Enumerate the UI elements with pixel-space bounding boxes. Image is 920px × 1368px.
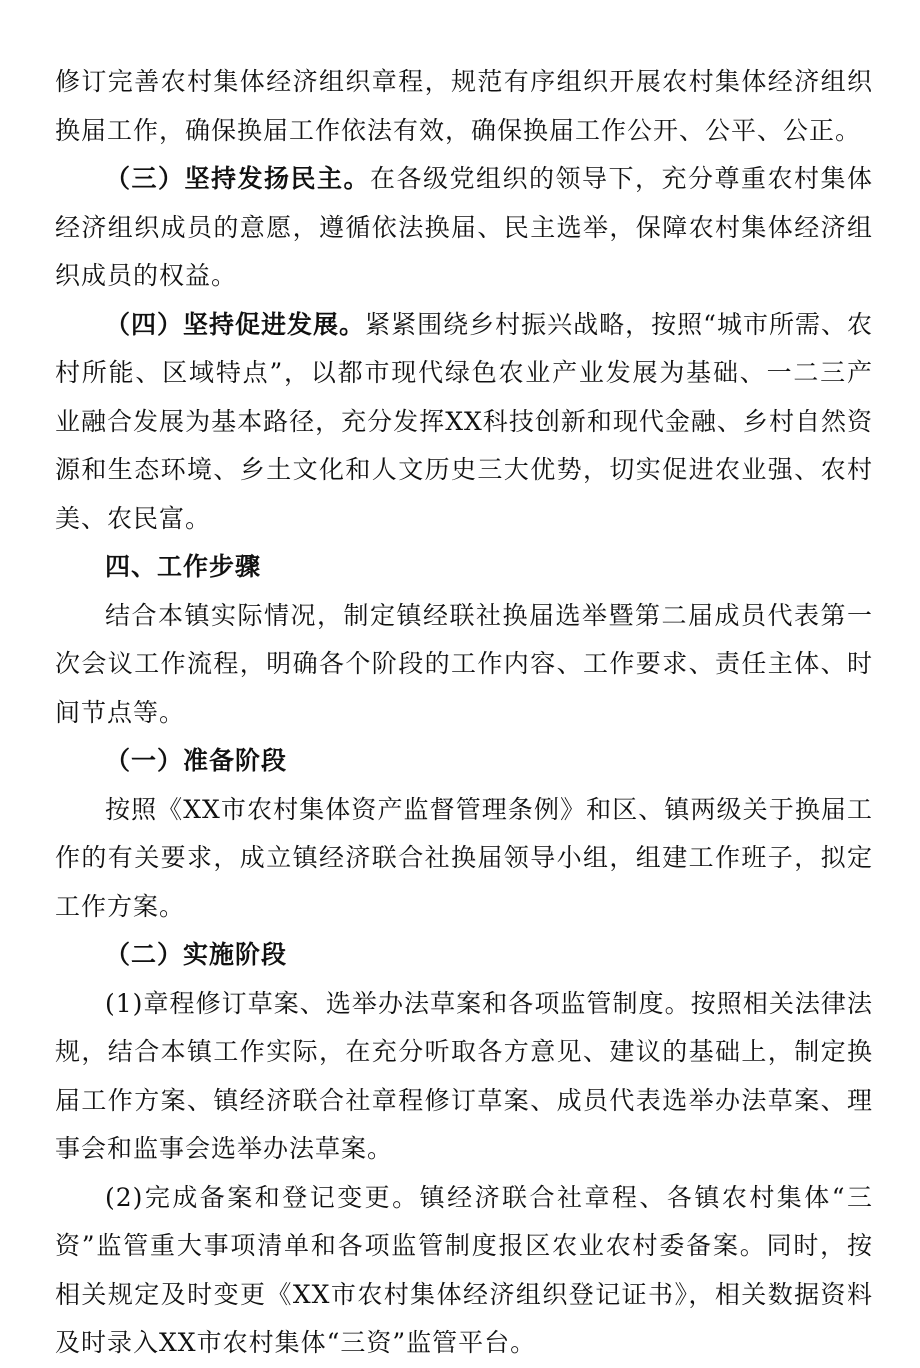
heading-promote-democracy: （三）坚持发扬民主。 bbox=[105, 164, 370, 193]
paragraph-implementation-2: (2)完成备案和登记变更。镇经济联合社章程、各镇农村集体“三资”监管重大事项清单和各项监管制度报区农业农村委备案。同时，按相关规定及时变更《XX市农村集体经济组织登记证书》，相关数据资料及时录入XX市农村集体“三资”监管平台。 bbox=[55, 1182, 873, 1357]
paragraph-promote-democracy-body: 在各级党组织的领导下，充分尊重农村集体经济组织成员的意愿，遵循依法换届、民主选举，保障农村集体经济组织成员的权益。 bbox=[55, 164, 873, 290]
paragraph-promote-development bbox=[55, 301, 873, 544]
paragraph-work-process: 结合本镇实际情况，制定镇经联社换届选举暨第二届成员代表第一次会议工作流程，明确各个阶段的工作内容、工作要求、责任主体、时间节点等。 bbox=[55, 600, 873, 727]
paragraph-promote-democracy bbox=[55, 155, 873, 301]
subheading-preparation-stage: （一）准备阶段 bbox=[105, 746, 288, 775]
document-page bbox=[55, 58, 873, 1368]
paragraph-promote-development-body: 紧紧围绕乡村振兴战略，按照“城市所需、农村所能、区域特点”，以都市现代绿色农业产业发展为基础、一二三产业融合发展为基本路径，充分发挥XX科技创新和现代金融、乡村自然资源和生态环境、乡土文化和人文历史三大优势，切实促进农业强、农村美、农民富。 bbox=[55, 309, 873, 533]
subheading-implementation-stage: （二）实施阶段 bbox=[105, 940, 288, 969]
heading-promote-development: （四）坚持促进发展。 bbox=[105, 309, 366, 339]
paragraph-preparation: 按照《XX市农村集体资产监督管理条例》和区、镇两级关于换届工作的有关要求，成立镇经济联合社换届领导小组，组建工作班子，拟定工作方案。 bbox=[55, 794, 873, 921]
paragraph-implementation-1: (1)章程修订草案、选举办法草案和各项监管制度。按照相关法律法规，结合本镇工作实际，在充分听取各方意见、建议的基础上，制定换届工作方案、镇经济联合社章程修订草案、成员代表选举办法草案、理事会和监事会选举办法草案。 bbox=[55, 988, 873, 1163]
paragraph-charter-revision: 修订完善农村集体经济组织章程，规范有序组织开展农村集体经济组织换届工作，确保换届工作依法有效，确保换届工作公开、公平、公正。 bbox=[55, 67, 873, 145]
section-heading-work-steps: 四、工作步骤 bbox=[105, 552, 262, 581]
